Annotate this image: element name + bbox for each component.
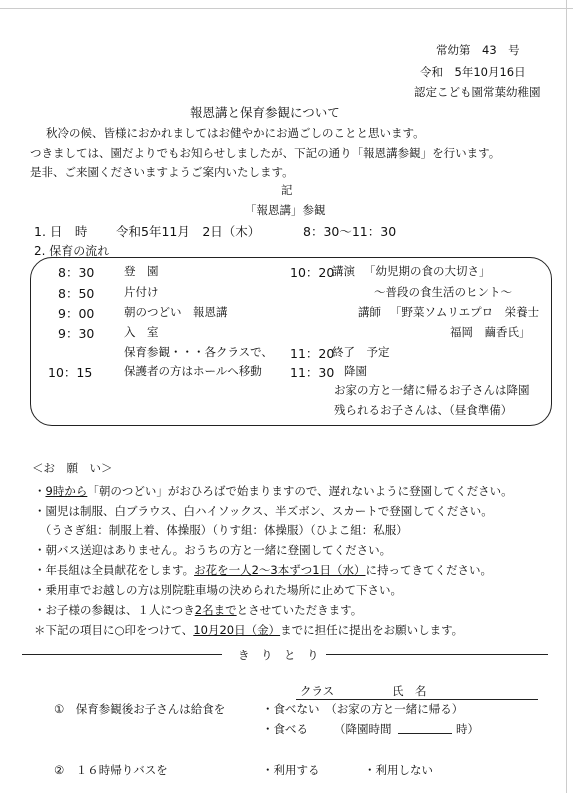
request-text: ・園児は制服、白ブラウス、白ハイソックス、半ズボン、スカートで登園してください。 bbox=[34, 504, 493, 518]
request-item bbox=[34, 542, 391, 558]
document-number: 常幼第 43 号 bbox=[436, 43, 520, 57]
request-text: とさせていただきます。 bbox=[236, 603, 363, 617]
request-text: （うさぎ組：制服上着、体操服）（りす組：体操服）（ひよこ組：私服） bbox=[34, 523, 408, 537]
form-class-label: クラス bbox=[300, 684, 335, 698]
schedule-text: 朝のつどい 報恩講 bbox=[124, 305, 228, 319]
leave-note-2: 残られるお子さんは、（昼食準備） bbox=[334, 403, 513, 417]
schedule-time: 8：30 bbox=[58, 265, 95, 280]
lecturer-org: 「野菜ソムリエプロ 栄養士 bbox=[390, 305, 540, 319]
schedule-time: 9：30 bbox=[58, 326, 95, 341]
form-pickup-time-label: （降園時間 bbox=[334, 722, 392, 736]
viewer-top-border bbox=[0, 0, 573, 9]
request-item bbox=[34, 582, 402, 598]
lecture-subtitle: 〜普段の食生活のヒント〜 bbox=[374, 285, 512, 299]
intro-line-2: つきましては、園だよりでもお知らせしましたが、下記の通り「報恩講参観」を行います。 bbox=[30, 146, 501, 160]
form-q1-label: ① 保育参観後お子さんは給食を bbox=[54, 702, 226, 716]
schedule-text: 片付け bbox=[124, 285, 159, 299]
schedule-text: 登 園 bbox=[124, 264, 159, 278]
lecturer-label: 講師 bbox=[358, 305, 381, 319]
request-emphasis: 9時から bbox=[45, 484, 88, 498]
request-item bbox=[34, 562, 492, 578]
schedule-time: 9：00 bbox=[58, 306, 95, 321]
schedule-time: 8：50 bbox=[58, 286, 95, 301]
schedule-text: 保育参観・・・各クラスで、 bbox=[124, 345, 273, 359]
issuer-name: 認定こども園常葉幼稚園 bbox=[414, 85, 541, 99]
form-pickup-time-field[interactable] bbox=[398, 733, 452, 734]
lecture-label: 講演 bbox=[332, 264, 355, 278]
form-name-label: 氏 名 bbox=[392, 684, 427, 698]
request-text: までに担任に提出をお願いします。 bbox=[280, 623, 464, 637]
request-text: ・お子様の参観は、１人につき bbox=[34, 603, 195, 617]
item1-label: 1. 日 時 bbox=[34, 224, 88, 239]
end-label: 終了 予定 bbox=[332, 345, 390, 359]
request-item bbox=[34, 622, 463, 638]
form-q2-option-use[interactable]: ・利用する bbox=[262, 763, 320, 777]
leave-note-1: お家の方と一緒に帰るお子さんは降園 bbox=[334, 383, 530, 397]
intro-line-1: 秋冷の候、皆様におかれましてはお健やかにお過ごしのことと思います。 bbox=[46, 126, 425, 140]
request-text: に持ってきてください。 bbox=[365, 563, 493, 577]
form-q2-option-not-use[interactable]: ・利用しない bbox=[364, 763, 433, 777]
intro-line-3: 是非、ご来園くださいますようご案内いたします。 bbox=[30, 165, 294, 179]
leave-label: 降園 bbox=[344, 364, 367, 378]
item1-time: 8：30〜11：30 bbox=[303, 224, 397, 239]
request-item bbox=[34, 483, 513, 499]
requests-title: ＜お 願 い＞ bbox=[32, 461, 113, 475]
request-text: ・朝バス送迎はありません。おうちの方と一緒に登園してください。 bbox=[34, 543, 392, 557]
event-name: 「報恩講」参観 bbox=[245, 203, 326, 217]
item1-date: 令和5年11月 2日（木） bbox=[116, 224, 261, 239]
end-time: 11：20 bbox=[290, 346, 335, 361]
cut-line-right bbox=[326, 654, 548, 655]
lecture-time: 10：20 bbox=[290, 265, 335, 280]
form-q1-option-no[interactable]: ・食べない （お家の方と一緒に帰る） bbox=[262, 702, 464, 716]
form-q2-label: ② １６時帰りバスを bbox=[54, 763, 168, 777]
lecturer-name: 福岡 繭香氏」 bbox=[450, 325, 531, 339]
request-emphasis: お花を一人2〜3本ずつ1日（水） bbox=[194, 563, 366, 577]
request-text: ・乗用車でお越しの方は別院駐車場の決められた場所に止めて下さい。 bbox=[34, 583, 402, 597]
request-text: ・ bbox=[34, 484, 46, 498]
cut-line-label: き り と り bbox=[238, 648, 319, 662]
form-pickup-time-suffix: 時） bbox=[456, 722, 479, 736]
request-text: ＊下記の項目に○印をつけて、 bbox=[34, 623, 194, 637]
document-date: 令和 5年10月16日 bbox=[420, 65, 526, 79]
request-text: 「朝のつどい」がおひろばで始まりますので、遅れないように登園してください。 bbox=[87, 484, 513, 498]
viewer-right-border bbox=[566, 0, 573, 793]
schedule-text: 入 室 bbox=[124, 325, 159, 339]
schedule-text: 保護者の方はホールへ移動 bbox=[124, 364, 262, 378]
leave-time: 11：30 bbox=[290, 365, 335, 380]
request-emphasis: 10月20日（金） bbox=[193, 623, 281, 637]
document-title: 報恩講と保育参観について bbox=[190, 105, 340, 120]
request-item bbox=[34, 522, 408, 538]
form-name-field-line[interactable] bbox=[296, 699, 538, 700]
form-q1-option-yes[interactable]: ・食べる bbox=[262, 722, 308, 736]
item2-label: 2. 保育の流れ bbox=[34, 244, 110, 258]
request-item bbox=[34, 602, 362, 618]
cut-line-left bbox=[22, 654, 222, 655]
request-emphasis: 2名まで bbox=[194, 603, 237, 617]
request-item bbox=[34, 503, 493, 519]
schedule-time: 10：15 bbox=[48, 365, 93, 380]
schedule-box bbox=[30, 257, 552, 426]
request-text: ・年長組は全員献花をします。 bbox=[34, 563, 195, 577]
lecture-title: 「幼児期の食の大切さ」 bbox=[364, 264, 491, 278]
ki-label: 記 bbox=[281, 183, 293, 197]
